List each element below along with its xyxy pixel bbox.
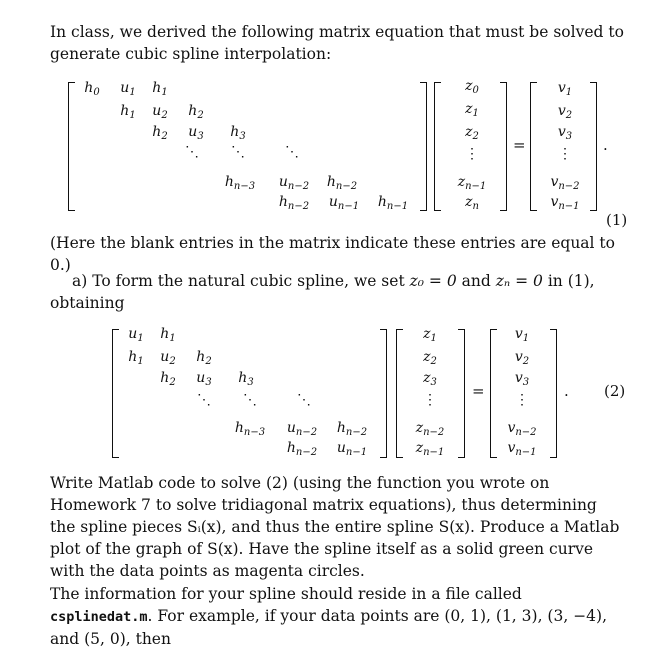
part-a-condition-zn: zₙ = 0 [495, 272, 543, 290]
info-paragraph [50, 583, 626, 650]
info-after-code: . For example, if your data points are (0, 1), (1, 3), (3, −4), and (5, 0), then [50, 607, 608, 648]
equation-1-label: (1) [606, 211, 628, 229]
equation-2-label: (2) [604, 382, 626, 400]
instructions-paragraph: Write Matlab code to solve (2) (using the function you wrote on Homework 7 to solve tridiagonal matrix equations), thus determining the spline pieces Sᵢ(x), and thus the entire spline S(x). Produce a Matlab plot of the graph of S(x). Have the spline itself as a solid green curve with the data points as magenta circles. [50, 474, 620, 580]
v2-vector-bracket-left [490, 329, 497, 458]
equals-sign-1: = [513, 136, 526, 154]
equation-2-end-mark: . [564, 382, 569, 400]
intro-paragraph: In class, we derived the following matrix equation that must be solved to generate cubic spline interpolation: [50, 23, 624, 63]
z2-vector-bracket-left [396, 329, 403, 458]
equals-sign-2: = [472, 382, 485, 400]
part-a-suffix: in (1), obtaining [50, 272, 595, 312]
part-a-prefix: a) To form the natural cubic spline, we set [72, 272, 405, 290]
matrix-equation-1: $h_0$ $u_1$ $h_1$ $h_1$ $u_2$ $h_2$ $h_2$ $u_3$ $h_3$ ⋱ ⋱ ⋱ $h_{n-3}$ $u_{n-2}$ $h_{n-2}$ $h_{n-2}$ $u_{n-1}$ $h_{n-1}$ $z_0$ $z_1$ $z_2$ ⋮ $z_{n-1}$ $z_n$ = $v_1$ $v_2$ $v_3$ ⋮ $v_{n-2}$ $v_{n-1}$ . (1) [0, 0, 662, 230]
part-a-condition-z0: z₀ = 0 [409, 272, 457, 290]
matrix2-bracket-right [380, 329, 387, 458]
part-a-and: and [461, 272, 491, 290]
note-paragraph: (Here the blank entries in the matrix indicate these entries are equal to 0.) [50, 234, 615, 274]
filename-code: csplinedat.m [50, 609, 148, 625]
matrix2-bracket-left [112, 329, 119, 458]
v2-vector-bracket-right [550, 329, 557, 458]
z2-vector-bracket-right [458, 329, 465, 458]
info-before-code: The information for your spline should reside in a file called [50, 585, 522, 603]
equation-1-end-mark: . [603, 136, 608, 154]
matrix-equation-2: $u_1$ $h_1$ $h_1$ $u_2$ $h_2$ $h_2$ $u_3$ $h_3$ ⋱ ⋱ ⋱ $h_{n-3}$ $u_{n-2}$ $h_{n-2}$ $h_{n-2}$ $u_{n-1}$ $z_1$ $z_2$ $z_3$ ⋮ $z_{n-2}$ $z_{n-1}$ = $v_1$ $v_2$ $v_3$ ⋮ $v_{n-2}$ $v_{n-1}$ . (2) [0, 0, 662, 470]
